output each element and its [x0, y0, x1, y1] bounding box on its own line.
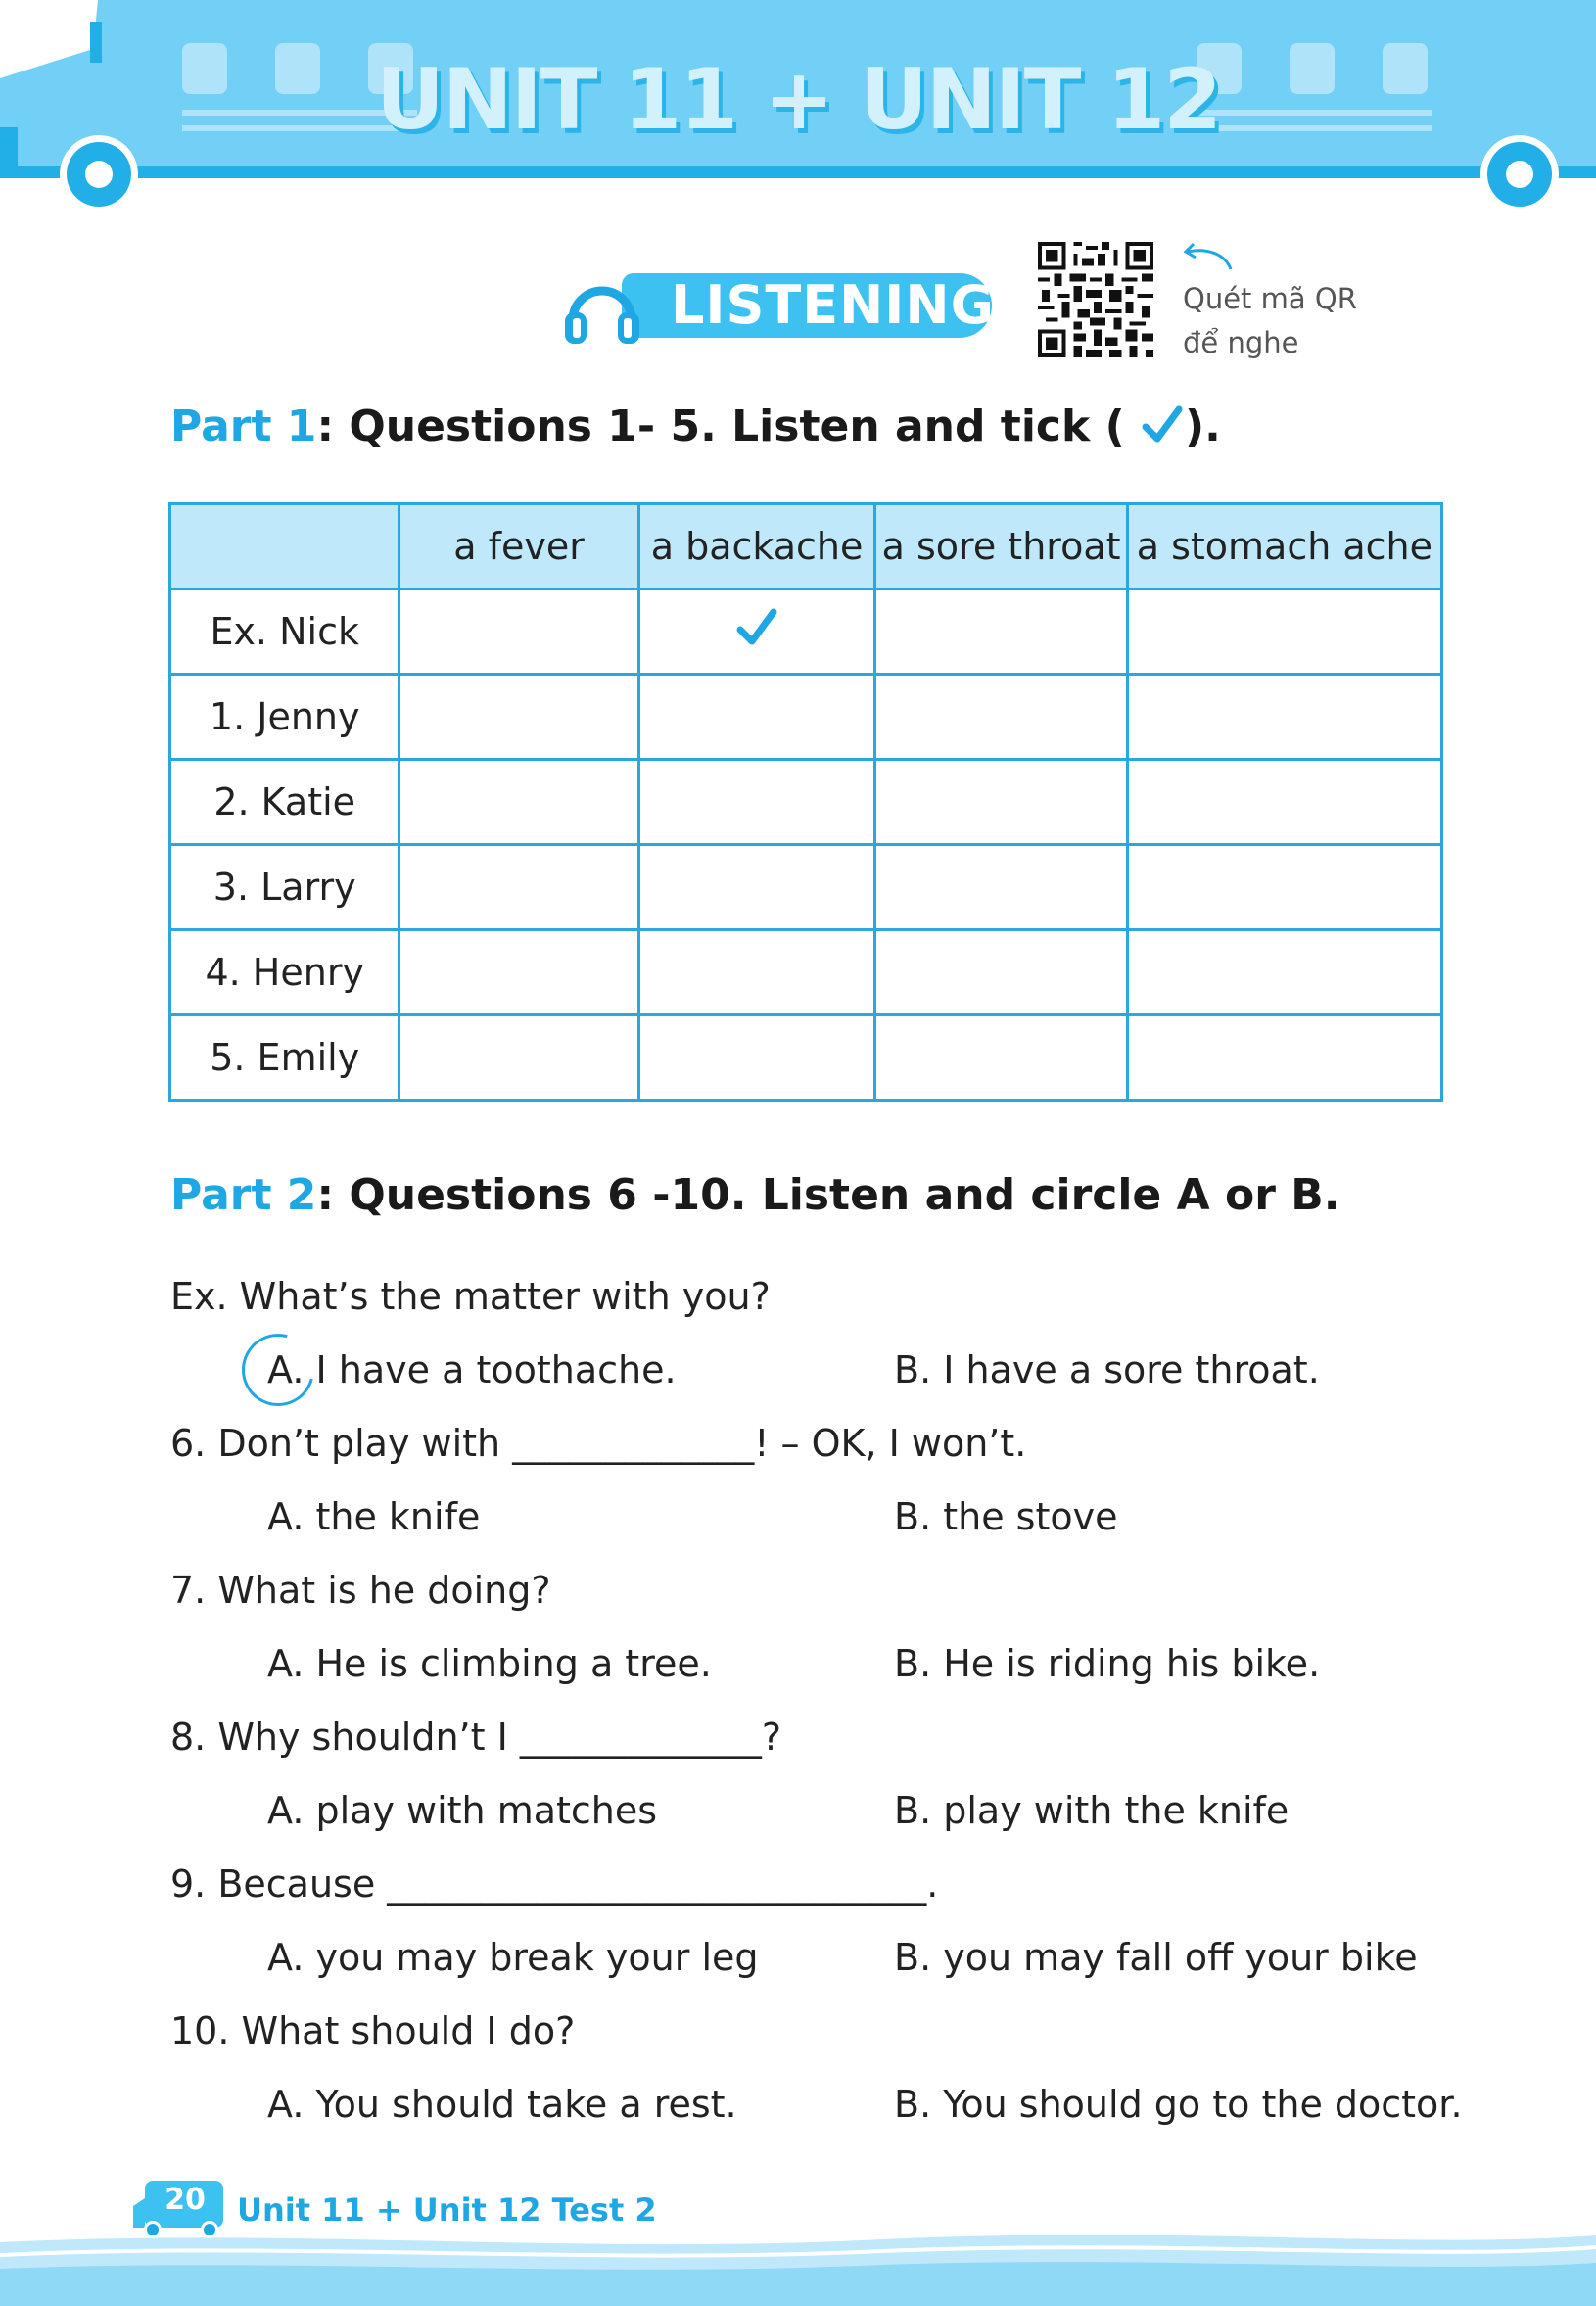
row-name: 4. Henry — [170, 930, 399, 1015]
tick-cell[interactable] — [638, 589, 875, 675]
column-header: a stomach ache — [1127, 504, 1441, 589]
option-a[interactable]: A. the knife — [267, 1495, 481, 1538]
question-7: 7. What is he doing? — [170, 1569, 551, 1612]
question-example: Ex. What’s the matter with you? — [170, 1275, 771, 1318]
tick-cell[interactable] — [1127, 675, 1441, 760]
option-b[interactable]: B. He is riding his bike. — [894, 1642, 1321, 1685]
part1-heading — [170, 401, 1221, 451]
table-row — [170, 589, 1442, 675]
qr-note-line2: để nghe — [1183, 326, 1299, 359]
option-a[interactable]: A. I have a toothache. — [267, 1348, 677, 1391]
tick-cell[interactable] — [875, 930, 1127, 1015]
answer-circle-mark — [228, 1320, 327, 1419]
tick-cell[interactable] — [638, 760, 875, 845]
option-b[interactable]: B. play with the knife — [894, 1789, 1290, 1832]
question-8: 8. Why shouldn’t I _____________? — [170, 1716, 782, 1759]
tick-cell[interactable] — [875, 589, 1127, 675]
row-name: Ex. Nick — [170, 589, 399, 675]
row-name: 1. Jenny — [170, 675, 399, 760]
tick-cell[interactable] — [1127, 930, 1441, 1015]
tick-table — [168, 502, 1443, 1102]
column-header: a sore throat — [875, 504, 1127, 589]
tick-cell[interactable] — [399, 845, 638, 930]
tick-cell[interactable] — [638, 930, 875, 1015]
tick-cell[interactable] — [1127, 845, 1441, 930]
tick-cell[interactable] — [399, 760, 638, 845]
tick-cell[interactable] — [638, 1015, 875, 1101]
part2-heading — [170, 1170, 1339, 1220]
qr-note-line1: Quét mã QR — [1183, 282, 1357, 315]
question-10: 10. What should I do? — [170, 2009, 576, 2052]
page-number: 20 — [164, 2183, 206, 2217]
table-row — [170, 675, 1442, 760]
option-a[interactable]: A. He is climbing a tree. — [267, 1642, 712, 1685]
row-name: 3. Larry — [170, 845, 399, 930]
option-a[interactable]: A. You should take a rest. — [267, 2083, 737, 2126]
row-name: 2. Katie — [170, 760, 399, 845]
tick-cell[interactable] — [875, 675, 1127, 760]
tick-cell[interactable] — [638, 845, 875, 930]
option-b[interactable]: B. You should go to the doctor. — [894, 2083, 1463, 2126]
table-corner-cell — [170, 504, 399, 589]
part1-instruction-end: ). — [1185, 401, 1221, 451]
curved-arrow-icon — [1180, 240, 1239, 275]
table-row — [170, 1015, 1442, 1101]
qr-code-icon[interactable] — [1038, 242, 1153, 357]
table-header-row — [170, 504, 1442, 589]
tick-cell[interactable] — [875, 845, 1127, 930]
table-row — [170, 845, 1442, 930]
tick-icon — [1140, 403, 1185, 447]
bus-header — [0, 0, 1596, 225]
tick-cell[interactable] — [1127, 760, 1441, 845]
option-b[interactable]: B. the stove — [894, 1495, 1118, 1538]
footer-text: Unit 11 + Unit 12 Test 2 — [237, 2191, 657, 2229]
tick-cell[interactable] — [638, 675, 875, 760]
unit-title: UNIT 11 + UNIT 12 — [375, 51, 1221, 149]
tick-cell[interactable] — [399, 589, 638, 675]
option-b[interactable]: B. you may fall off your bike — [894, 1936, 1418, 1979]
tick-icon — [734, 606, 779, 649]
tick-cell[interactable] — [1127, 1015, 1441, 1101]
row-name: 5. Emily — [170, 1015, 399, 1101]
column-header: a backache — [638, 504, 875, 589]
tick-cell[interactable] — [875, 760, 1127, 845]
headphones-icon — [563, 269, 641, 346]
listening-badge — [563, 269, 994, 342]
table-row — [170, 760, 1442, 845]
question-6: 6. Don’t play with _____________! – OK, I won’t. — [170, 1422, 1027, 1465]
table-row — [170, 930, 1442, 1015]
footer-wave — [0, 2169, 1596, 2306]
tick-cell[interactable] — [399, 1015, 638, 1101]
tick-cell[interactable] — [875, 1015, 1127, 1101]
option-b[interactable]: B. I have a sore throat. — [894, 1348, 1320, 1391]
tick-cell[interactable] — [1127, 589, 1441, 675]
part2-label: Part 2 — [170, 1170, 317, 1220]
listening-label: LISTENING — [671, 274, 995, 336]
tick-cell[interactable] — [399, 675, 638, 760]
part2-instruction: : Questions 6 -10. Listen and circle A or B. — [316, 1170, 1340, 1220]
option-a[interactable]: A. you may break your leg — [267, 1936, 759, 1979]
qr-note — [1183, 277, 1357, 365]
part1-label: Part 1 — [170, 401, 317, 451]
column-header: a fever — [399, 504, 638, 589]
tick-cell[interactable] — [399, 930, 638, 1015]
part1-instruction: : Questions 1- 5. Listen and tick ( — [316, 401, 1125, 451]
question-9: 9. Because _____________________________. — [170, 1862, 939, 1906]
option-a[interactable]: A. play with matches — [267, 1789, 658, 1832]
